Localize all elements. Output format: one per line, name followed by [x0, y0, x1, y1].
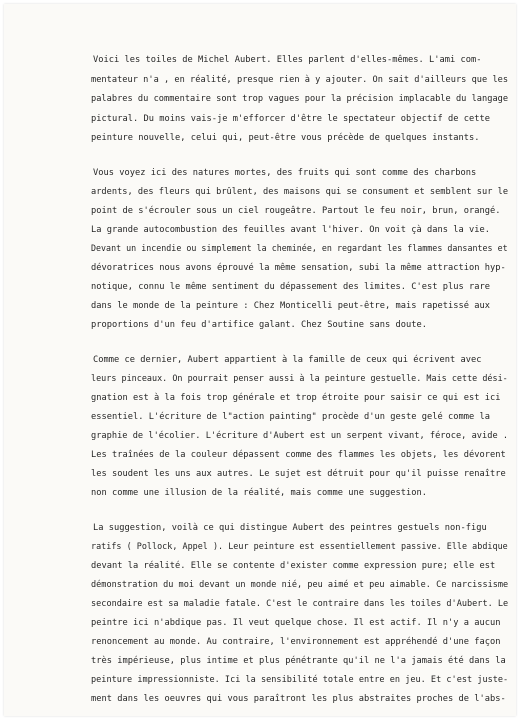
text-line: devant la réalité. Elle se contente d'exister comme expression pure; elle est [91, 561, 496, 571]
text-line: Les traînées de la couleur dépassent comme des flammes les objets, les dévorent [91, 450, 506, 460]
text-line: très impérieuse, plus intime et plus pénétrante qu'il ne l'a jamais été dans la [91, 656, 506, 666]
text-line: peinture nouvelle, celui qui, peut-être vous précède de quelques instants. [91, 133, 480, 143]
text-line: palabres du commentaire sont trop vagues pour la précision implacable du langage [91, 94, 509, 104]
text-line: ment dans les oeuvres qui vous paraîtront les plus abstraites proches de l'abs- [91, 694, 506, 704]
text-line: non comme une illusion de la réalité, mais comme une suggestion. [91, 488, 428, 498]
text-line: La suggestion, voilà ce qui distingue Aubert des peintres gestuels non-figu [93, 523, 487, 533]
text-line: leurs pinceaux. On pourrait penser aussi à la peinture gestuelle. Mais cette dési- [91, 374, 508, 384]
text-line: renoncement au monde. Au contraire, l'environnement est appréhendé d'une façon [91, 637, 501, 647]
text-line: Comme ce dernier, Aubert appartient à la famille de ceux qui écrivent avec [93, 355, 482, 365]
text-line: les soudent les uns aux autres. Le sujet est détruit pour qu'il puisse renaître [91, 469, 506, 479]
text-line: pictural. Du moins vais-je m'efforcer d'être le spectateur objectif de cette [91, 114, 491, 124]
text-line: gnation est à la fois trop générale et trop étroite pour saisir ce qui est ici [91, 393, 501, 403]
text-line: secondaire est sa maladie fatale. C'est le contraire dans les toiles d'Aubert. Le [91, 599, 509, 609]
text-line: peintre ici n'abdique pas. Il veut quelque chose. Il est actif. Il n'y a aucun [91, 618, 501, 628]
text-line: proportions d'un feu d'artifice galant. Chez Soutine sans doute. [91, 320, 428, 330]
text-line: dévoratrices nous avons éprouvé la même sensation, subi la même attraction hyp- [91, 263, 506, 273]
text-line: peinture impressionniste. Ici la sensibilité totale entre en jeu. Et c'est juste- [91, 675, 509, 685]
text-line: dans le monde de la peinture : Chez Monticelli peut-être, mais rapetissé aux [91, 301, 491, 311]
text-line: démonstration du moi devant un monde nié, peu aimé et peu aimable. Ce narcissisme [91, 580, 509, 590]
text-line: ardents, des fleurs qui brûlent, des maisons qui se consument et semblent sur le [91, 187, 509, 197]
text-line: essentiel. L'écriture de l"action painting" procède d'un geste gelé comme la [91, 412, 491, 422]
text-line: point de s'écrouler sous un ciel rougeâtre. Partout le feu noir, brun, orangé. [91, 206, 501, 216]
text-line: La grande autocombustion des feuilles avant l'hiver. On voit çà dans la vie. [91, 225, 491, 235]
text-line: mentateur n'a , en réalité, presque rien à y ajouter. On sait d'ailleurs que les [91, 75, 509, 85]
text-line: Voici les toiles de Michel Aubert. Elles parlent d'elles-mêmes. L'ami com- [93, 55, 482, 65]
text-line: ratifs ( Pollock, Appel ). Leur peinture est essentiellement passive. Elle abdique [91, 542, 508, 552]
text-line: graphie de l'écolier. L'écriture d'Aubert est un serpent vivant, féroce, avide . [91, 431, 509, 441]
text-line: notique, connu le même sentiment du dépassement des limites. C'est plus rare [91, 282, 491, 292]
text-line: Vous voyez ici des natures mortes, des fruits qui sont comme des charbons [93, 168, 477, 178]
text-line: Devant un incendie ou simplement la cheminée, en regardant les flammes dansantes et [91, 244, 508, 254]
